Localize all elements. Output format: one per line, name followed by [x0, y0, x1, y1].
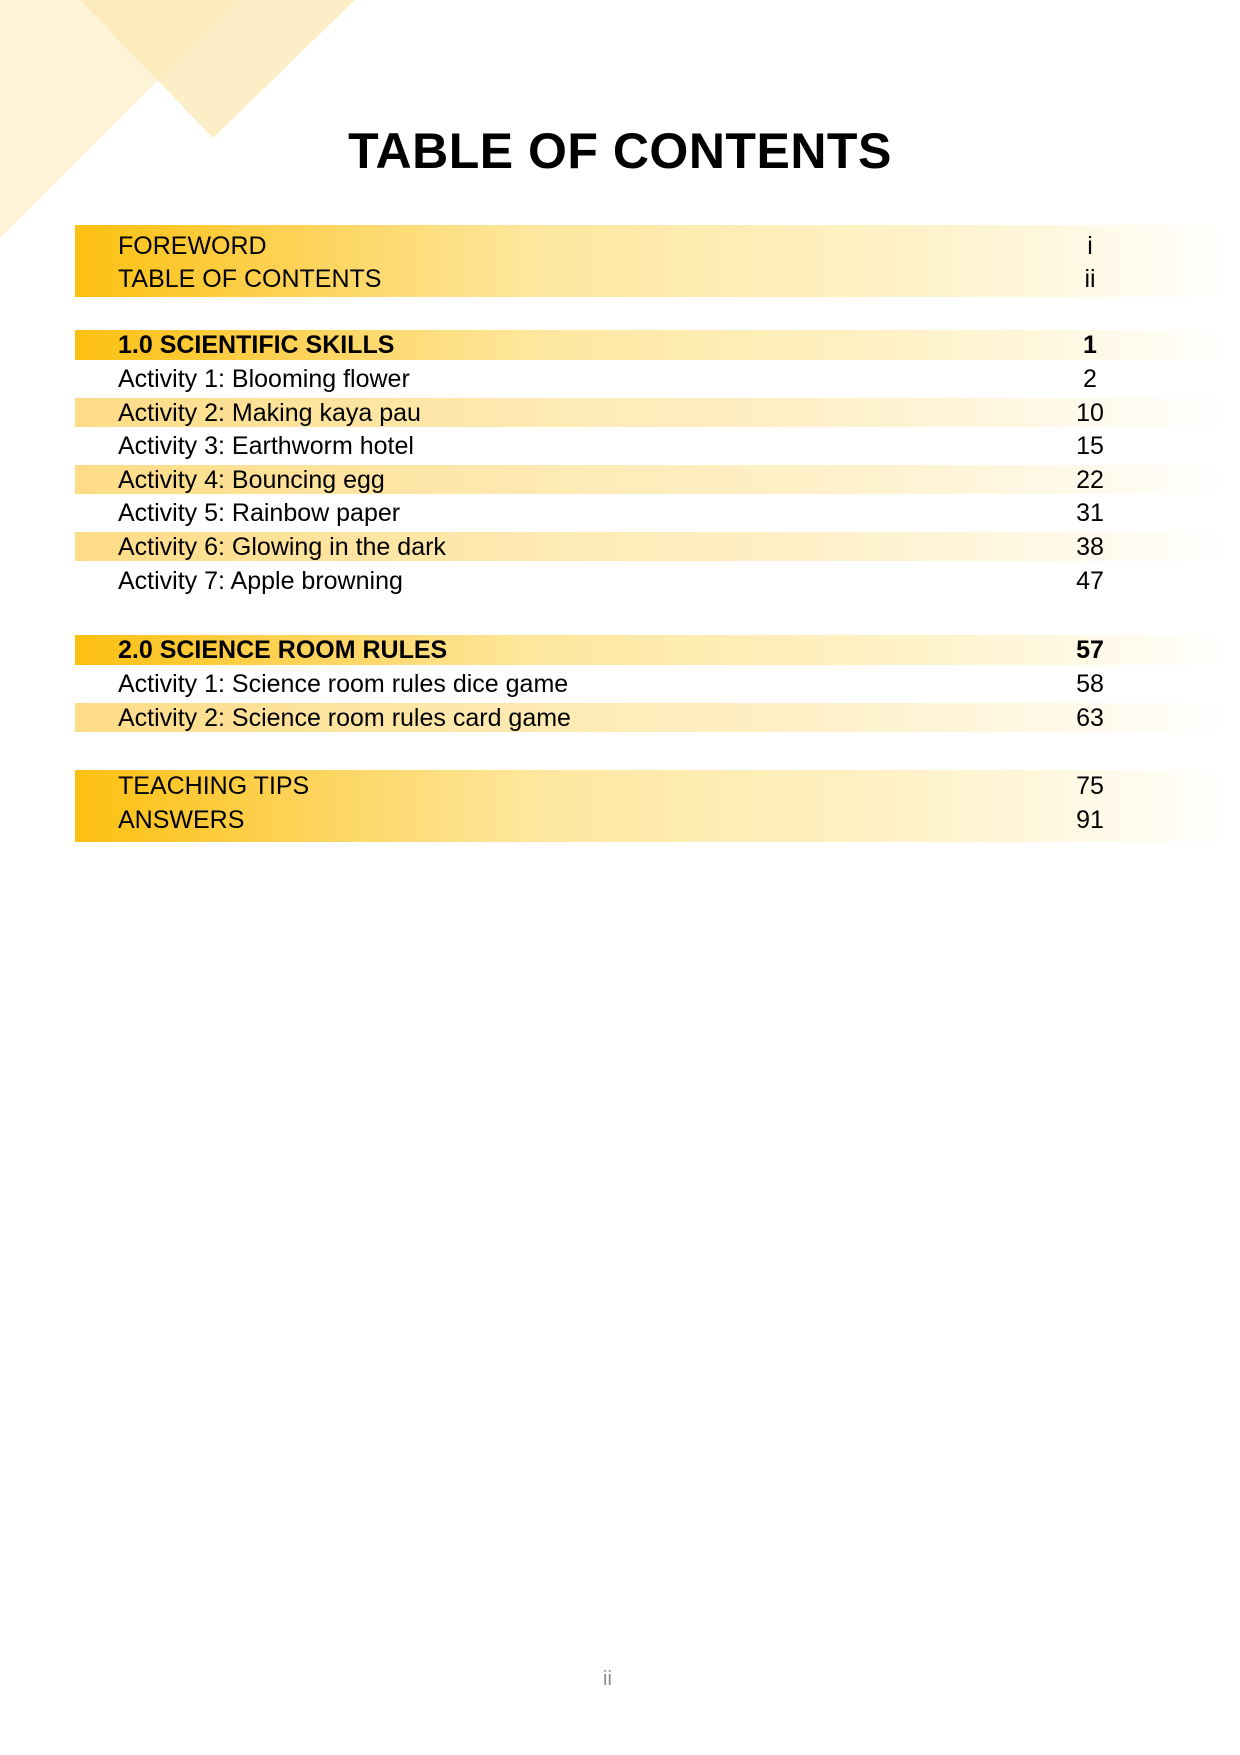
toc-section-heading-science-room-rules[interactable]: [75, 633, 1230, 667]
toc-entry-page: i: [1087, 232, 1093, 260]
toc-entry-teaching-tips[interactable]: [75, 769, 1230, 803]
toc-section-label: 2.0 SCIENCE ROOM RULES: [118, 636, 448, 664]
toc-entry-activity[interactable]: [75, 530, 1230, 564]
toc-entry-activity[interactable]: [75, 496, 1230, 530]
toc-section-page: 57: [1076, 636, 1104, 664]
toc-entry-activity[interactable]: [75, 362, 1230, 396]
toc-entry-label: Activity 1: Blooming flower: [118, 365, 410, 393]
toc-entry-page: 58: [1076, 670, 1104, 698]
toc-entry-page: 38: [1076, 533, 1104, 561]
toc-entry-activity[interactable]: [75, 564, 1230, 598]
toc-entry-page: 2: [1083, 365, 1097, 393]
corner-decoration: [0, 0, 360, 240]
toc-entry-label: Activity 7: Apple browning: [118, 567, 403, 595]
toc-entry-label: Activity 1: Science room rules dice game: [118, 670, 569, 698]
toc-section-label: 1.0 SCIENTIFIC SKILLS: [118, 331, 395, 359]
toc-entry-page: 31: [1076, 499, 1104, 527]
toc-entry-page: 10: [1076, 399, 1104, 427]
toc-entry-label: Activity 3: Earthworm hotel: [118, 432, 414, 460]
toc-entry-label: Activity 5: Rainbow paper: [118, 499, 401, 527]
toc-entry-label: Activity 2: Making kaya pau: [118, 399, 421, 427]
toc-entry-page: ii: [1084, 265, 1096, 293]
toc-entry-activity[interactable]: [75, 396, 1230, 430]
toc-entry-label: FOREWORD: [118, 232, 267, 260]
toc-entry-table-of-contents[interactable]: [75, 262, 1230, 296]
toc-entry-page: 75: [1076, 772, 1104, 800]
toc-entry-answers[interactable]: [75, 803, 1230, 837]
toc-entry-label: Activity 4: Bouncing egg: [118, 466, 385, 494]
toc-entry-page: 47: [1076, 567, 1104, 595]
toc-entry-page: 91: [1076, 806, 1104, 834]
toc-entry-page: 15: [1076, 432, 1104, 460]
toc-entry-activity[interactable]: [75, 463, 1230, 497]
toc-entry-foreword[interactable]: [75, 229, 1230, 263]
page-title: TABLE OF CONTENTS: [348, 123, 892, 179]
toc-entry-activity[interactable]: [75, 429, 1230, 463]
toc-section-heading-scientific-skills[interactable]: [75, 328, 1230, 362]
toc-entry-label: TABLE OF CONTENTS: [118, 265, 382, 293]
footer-page-number: ii: [603, 1668, 612, 1690]
toc-entry-label: Activity 2: Science room rules card game: [118, 704, 571, 732]
toc-entry-activity[interactable]: [75, 701, 1230, 735]
toc-entry-page: 63: [1076, 704, 1104, 732]
toc-entry-page: 22: [1076, 466, 1104, 494]
toc-entry-label: ANSWERS: [118, 806, 245, 834]
toc-section-page: 1: [1083, 331, 1097, 359]
toc-entry-label: TEACHING TIPS: [118, 772, 310, 800]
toc-entry-label: Activity 6: Glowing in the dark: [118, 533, 446, 561]
toc-entry-activity[interactable]: [75, 667, 1230, 701]
